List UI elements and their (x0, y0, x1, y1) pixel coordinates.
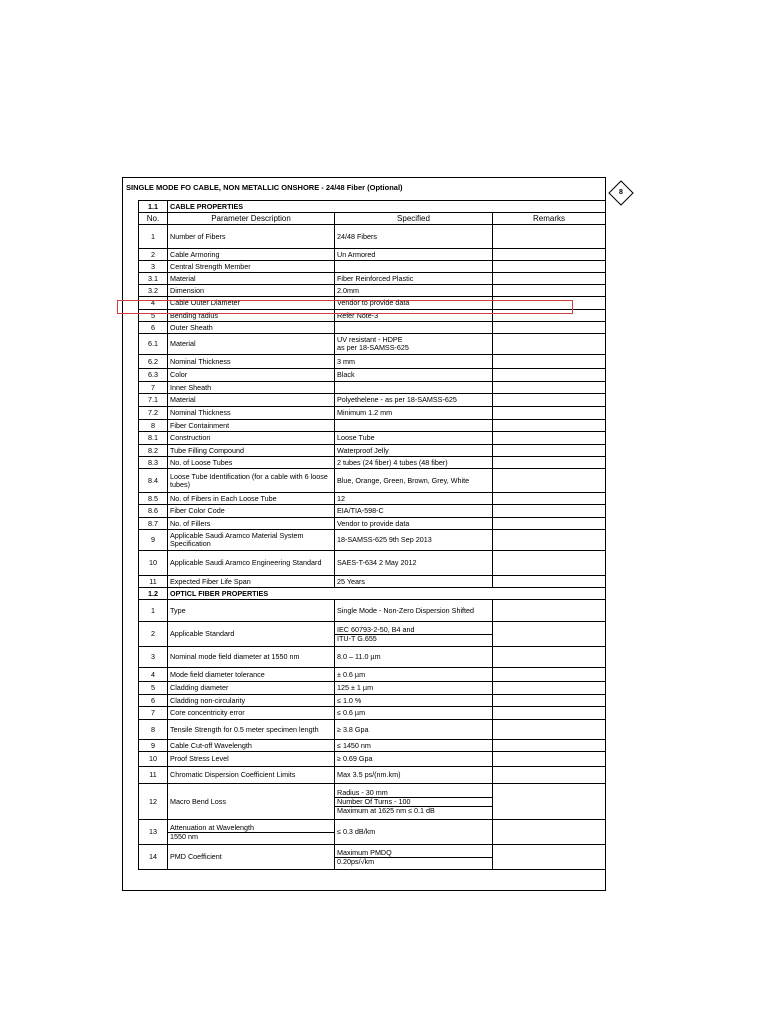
revision-number: 8 (619, 189, 623, 196)
parameter-cell (168, 820, 335, 845)
section-title: OPTICL FIBER PROPERTIES (168, 588, 606, 600)
specified-cell: 25 Years (335, 576, 493, 588)
parameter-cell: Material (168, 273, 335, 285)
row-number: 9 (139, 530, 168, 551)
parameter-cell: Chromatic Dispersion Coefficient Limits (168, 767, 335, 784)
specified-cell: Black (335, 369, 493, 382)
remarks-cell (493, 261, 606, 273)
remarks-cell (493, 518, 606, 530)
table-row (139, 297, 606, 310)
row-number: 8.3 (139, 457, 168, 469)
specified-cell (335, 784, 493, 820)
remarks-cell (493, 407, 606, 420)
table-row (139, 493, 606, 505)
specified-cell: ≤ 0.6 µm (335, 707, 493, 720)
parameter-cell: Type (168, 600, 335, 622)
parameter-cell: Mode field diameter tolerance (168, 668, 335, 682)
specified-line: Maximum PMDQ (335, 849, 492, 858)
table-row (139, 445, 606, 457)
table-row (139, 845, 606, 870)
row-number: 8.7 (139, 518, 168, 530)
remarks-cell (493, 432, 606, 445)
table-row (139, 420, 606, 432)
remarks-cell (493, 600, 606, 622)
parameter-cell: No. of Loose Tubes (168, 457, 335, 469)
table-row (139, 285, 606, 297)
remarks-cell (493, 469, 606, 493)
specified-cell: ≤ 1450 nm (335, 740, 493, 752)
table-row (139, 682, 606, 695)
remarks-cell (493, 505, 606, 518)
table-row (139, 394, 606, 407)
parameter-cell: Cladding diameter (168, 682, 335, 695)
specified-cell: 125 ± 1 µm (335, 682, 493, 695)
specified-cell (335, 622, 493, 647)
specified-cell: ≤ 0.3 dB/km (335, 820, 493, 845)
table-row (139, 334, 606, 355)
table-row (139, 261, 606, 273)
parameter-cell: No. of Fibers in Each Loose Tube (168, 493, 335, 505)
parameter-cell: Applicable Saudi Aramco Material System Specification (168, 530, 335, 551)
remarks-cell (493, 285, 606, 297)
table-row (139, 647, 606, 668)
remarks-cell (493, 695, 606, 707)
table-row (139, 457, 606, 469)
row-number: 2 (139, 249, 168, 261)
parameter-cell: Nominal mode field diameter at 1550 nm (168, 647, 335, 668)
row-number: 10 (139, 551, 168, 576)
parameter-cell: Material (168, 334, 335, 355)
parameter-cell: Cable Cut-off Wavelength (168, 740, 335, 752)
row-number: 5 (139, 310, 168, 322)
table-row (139, 530, 606, 551)
remarks-cell (493, 369, 606, 382)
specified-cell: Max 3.5 ps/(nm.km) (335, 767, 493, 784)
row-number: 6.1 (139, 334, 168, 355)
specified-cell: Refer Note-3 (335, 310, 493, 322)
row-number: 6.3 (139, 369, 168, 382)
table-row (139, 622, 606, 647)
remarks-cell (493, 767, 606, 784)
document-title: SINGLE MODE FO CABLE, NON METALLIC ONSHORE - 24/48 Fiber (Optional) (126, 183, 403, 192)
parameter-cell: Nominal Thickness (168, 407, 335, 420)
specified-cell: ≤ 1.0 % (335, 695, 493, 707)
table-row (139, 668, 606, 682)
remarks-cell (493, 845, 606, 870)
parameter-cell: Bending radius (168, 310, 335, 322)
remarks-cell (493, 740, 606, 752)
specified-cell (335, 382, 493, 394)
spec-sheet (122, 177, 606, 891)
specified-cell: ± 0.6 µm (335, 668, 493, 682)
remarks-cell (493, 622, 606, 647)
parameter-cell: Macro Bend Loss (168, 784, 335, 820)
specified-cell (335, 261, 493, 273)
spec-table (138, 200, 606, 870)
parameter-cell: Cladding non-circularity (168, 695, 335, 707)
table-row (139, 310, 606, 322)
specified-cell: 8.0 – 11.0 µm (335, 647, 493, 668)
specified-cell: Waterproof Jelly (335, 445, 493, 457)
specified-cell: 2.0mm (335, 285, 493, 297)
remarks-cell (493, 225, 606, 249)
specified-line: 0.20ps/√km (337, 856, 375, 866)
specified-cell: Vendor to provide data (335, 297, 493, 310)
row-number: 4 (139, 668, 168, 682)
row-number: 6 (139, 695, 168, 707)
parameter-cell: Cable Armoring (168, 249, 335, 261)
header-parameter: Parameter Description (168, 213, 335, 225)
parameter-line: 1550 nm (170, 831, 198, 841)
revision-diamond-icon (608, 180, 634, 206)
parameter-cell: Nominal Thickness (168, 355, 335, 369)
section-row (139, 588, 606, 600)
row-number: 7 (139, 707, 168, 720)
table-row (139, 225, 606, 249)
specified-cell: Un Armored (335, 249, 493, 261)
table-row (139, 369, 606, 382)
parameter-cell: No. of Fillers (168, 518, 335, 530)
row-number: 3 (139, 647, 168, 668)
table-row (139, 518, 606, 530)
remarks-cell (493, 784, 606, 820)
remarks-cell (493, 707, 606, 720)
parameter-cell: Central Strength Member (168, 261, 335, 273)
parameter-cell: Core concentricity error (168, 707, 335, 720)
remarks-cell (493, 273, 606, 285)
header-no: No. (139, 213, 168, 225)
parameter-cell: Applicable Saudi Aramco Engineering Standard (168, 551, 335, 576)
specified-cell (335, 322, 493, 334)
row-number: 11 (139, 576, 168, 588)
specified-cell: Blue, Orange, Green, Brown, Grey, White (335, 469, 493, 493)
section-number: 1.2 (139, 588, 168, 600)
parameter-cell: Color (168, 369, 335, 382)
table-row (139, 767, 606, 784)
remarks-cell (493, 249, 606, 261)
table-row (139, 382, 606, 394)
parameter-cell: Outer Sheath (168, 322, 335, 334)
specified-cell: ≥ 0.69 Gpa (335, 752, 493, 767)
table-row (139, 740, 606, 752)
table-row (139, 505, 606, 518)
specified-cell: Fiber Reinforced Plastic (335, 273, 493, 285)
specified-cell: 18-SAMSS-625 9th Sep 2013 (335, 530, 493, 551)
parameter-cell: Loose Tube Identification (for a cable with 6 loose tubes) (168, 469, 335, 493)
specified-cell: Loose Tube (335, 432, 493, 445)
table-row (139, 576, 606, 588)
table-row (139, 322, 606, 334)
parameter-cell: Proof Stress Level (168, 752, 335, 767)
parameter-cell: Fiber Color Code (168, 505, 335, 518)
specified-cell (335, 845, 493, 870)
row-number: 6.2 (139, 355, 168, 369)
table-row (139, 551, 606, 576)
remarks-cell (493, 647, 606, 668)
row-number: 8 (139, 420, 168, 432)
section-title: CABLE PROPERTIES (168, 201, 606, 213)
header-remarks: Remarks (493, 213, 606, 225)
remarks-cell (493, 445, 606, 457)
remarks-cell (493, 310, 606, 322)
row-number: 5 (139, 682, 168, 695)
row-number: 4 (139, 297, 168, 310)
header-specified: Specified (335, 213, 493, 225)
remarks-cell (493, 820, 606, 845)
remarks-cell (493, 394, 606, 407)
parameter-cell: PMD Coefficient (168, 845, 335, 870)
specified-cell: ≥ 3.8 Gpa (335, 720, 493, 740)
row-number: 7.2 (139, 407, 168, 420)
parameter-cell: Tensile Strength for 0.5 meter specimen length (168, 720, 335, 740)
remarks-cell (493, 668, 606, 682)
remarks-cell (493, 752, 606, 767)
table-row (139, 469, 606, 493)
row-number: 7 (139, 382, 168, 394)
table-row (139, 707, 606, 720)
column-header-row (139, 213, 606, 225)
specified-cell: Polyethelene - as per 18-SAMSS-625 (335, 394, 493, 407)
specified-line: ITU-T G.655 (337, 633, 377, 643)
table-row (139, 249, 606, 261)
row-number: 13 (139, 820, 168, 845)
row-number: 8.5 (139, 493, 168, 505)
table-row (139, 407, 606, 420)
parameter-cell: Expected Fiber Life Span (168, 576, 335, 588)
row-number: 8.2 (139, 445, 168, 457)
row-number: 9 (139, 740, 168, 752)
parameter-cell: Tube Filling Compound (168, 445, 335, 457)
row-number: 1 (139, 600, 168, 622)
row-number: 1 (139, 225, 168, 249)
specified-line: Radius - 30 mm (335, 789, 492, 798)
specified-cell: Vendor to provide data (335, 518, 493, 530)
table-row (139, 355, 606, 369)
remarks-cell (493, 334, 606, 355)
section-row (139, 201, 606, 213)
table-row (139, 273, 606, 285)
specified-line: Number Of Turns - 100 (335, 798, 492, 807)
specified-cell: EIA/TIA-598-C (335, 505, 493, 518)
specified-cell: UV resistant - HDPE as per 18-SAMSS-625 (335, 334, 493, 355)
specified-cell: 24/48 Fibers (335, 225, 493, 249)
remarks-cell (493, 551, 606, 576)
parameter-cell: Construction (168, 432, 335, 445)
remarks-cell (493, 355, 606, 369)
parameter-line: Attenuation at Wavelength (168, 824, 334, 833)
specified-cell: SAES-T-634 2 May 2012 (335, 551, 493, 576)
remarks-cell (493, 382, 606, 394)
specified-cell: Single Mode - Non-Zero Dispersion Shifted (335, 600, 493, 622)
table-row (139, 820, 606, 845)
row-number: 3.2 (139, 285, 168, 297)
parameter-cell: Fiber Containment (168, 420, 335, 432)
table-row (139, 720, 606, 740)
parameter-cell: Number of Fibers (168, 225, 335, 249)
parameter-cell: Cable Outer Diameter (168, 297, 335, 310)
remarks-cell (493, 530, 606, 551)
specified-line: IEC 60793-2-50, B4 and (335, 626, 492, 635)
specified-cell: Minimum 1.2 mm (335, 407, 493, 420)
remarks-cell (493, 720, 606, 740)
left-margin-column (123, 200, 138, 890)
row-number: 10 (139, 752, 168, 767)
parameter-cell: Dimension (168, 285, 335, 297)
remarks-cell (493, 322, 606, 334)
specified-line: Maximum at 1625 nm ≤ 0.1 dB (337, 805, 435, 815)
row-number: 3.1 (139, 273, 168, 285)
row-number: 2 (139, 622, 168, 647)
specified-cell: 12 (335, 493, 493, 505)
parameter-cell: Applicable Standard (168, 622, 335, 647)
table-row (139, 752, 606, 767)
specified-cell: 2 tubes (24 fiber) 4 tubes (48 fiber) (335, 457, 493, 469)
remarks-cell (493, 420, 606, 432)
row-number: 8.1 (139, 432, 168, 445)
parameter-cell: Material (168, 394, 335, 407)
row-number: 8.4 (139, 469, 168, 493)
remarks-cell (493, 297, 606, 310)
row-number: 11 (139, 767, 168, 784)
remarks-cell (493, 493, 606, 505)
row-number: 14 (139, 845, 168, 870)
row-number: 6 (139, 322, 168, 334)
table-row (139, 600, 606, 622)
section-number: 1.1 (139, 201, 168, 213)
remarks-cell (493, 576, 606, 588)
row-number: 12 (139, 784, 168, 820)
table-row (139, 432, 606, 445)
row-number: 8 (139, 720, 168, 740)
table-row (139, 695, 606, 707)
table-row (139, 784, 606, 820)
specified-cell (335, 420, 493, 432)
row-number: 8.6 (139, 505, 168, 518)
remarks-cell (493, 457, 606, 469)
specified-cell: 3 mm (335, 355, 493, 369)
row-number: 7.1 (139, 394, 168, 407)
row-number: 3 (139, 261, 168, 273)
remarks-cell (493, 682, 606, 695)
parameter-cell: Inner Sheath (168, 382, 335, 394)
